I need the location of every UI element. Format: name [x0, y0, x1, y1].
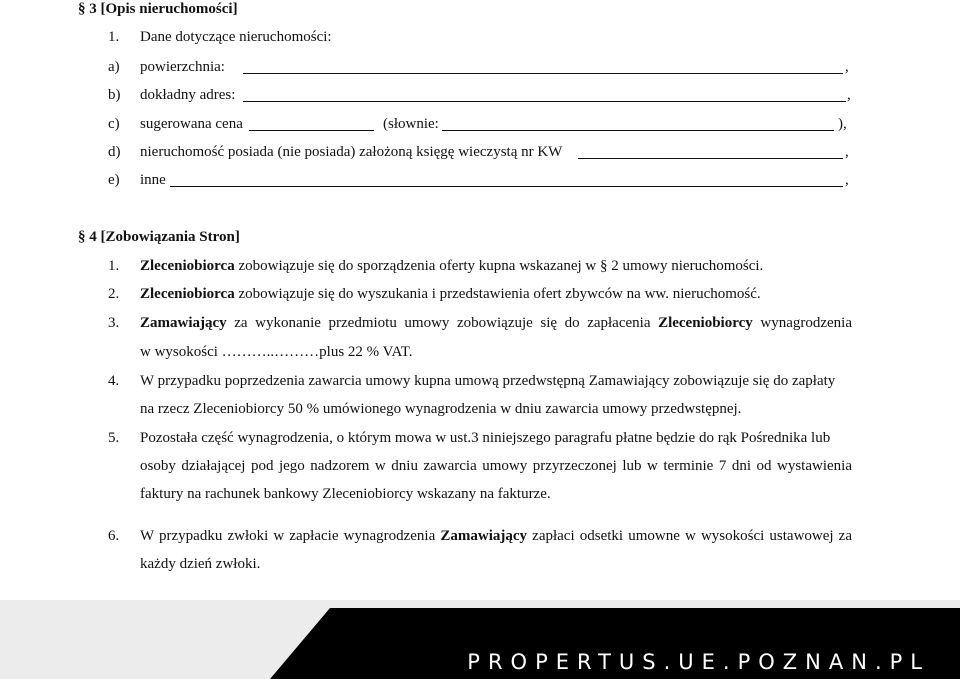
s4-p2-number: 2. [108, 286, 120, 302]
s4-p5-number: 5. [108, 430, 120, 446]
s3-a-comma: , [845, 59, 849, 75]
s3-e-label: e) [108, 172, 120, 188]
s3-c-words-label: (słownie: [383, 116, 439, 132]
footer-banner [0, 600, 960, 679]
s3-c-price-line[interactable] [249, 130, 374, 131]
s3-a-fill-line[interactable] [243, 73, 843, 74]
s4-p3-text: Zamawiający za wykonanie przedmiotu umowy zobowiązuje się do zapłacenia Zleceniobiorcy wynagrodzenia [140, 315, 852, 331]
s4-p5-line2: osoby działającej pod jego nadzorem w dniu zawarcia umowy przyrzeczonej lub w terminie 7 dni od wystawienia [140, 458, 852, 474]
s4-p1-party: Zleceniobiorca [140, 258, 235, 274]
section-3-heading: § 3 [Opis nieruchomości] [78, 1, 238, 17]
s4-p6-number: 6. [108, 528, 120, 544]
s4-p5-line3: faktury na rachunek bankowy Zleceniobiorcy wskazany na fakturze. [140, 486, 551, 502]
s4-p2-party: Zleceniobiorca [140, 286, 235, 302]
s3-item-1-text: Dane dotyczące nieruchomości: [140, 29, 332, 45]
s3-b-comma: , [847, 87, 851, 103]
s4-p2-text: Zleceniobiorca zobowiązuje się do wyszukania i przedstawienia ofert zbywców na ww. nieruchomość. [140, 286, 761, 302]
s3-b-label: b) [108, 87, 121, 103]
s3-b-fill-line[interactable] [243, 101, 846, 102]
s4-p6-line2: każdy dzień zwłoki. [140, 556, 261, 572]
s4-p3-line2: w wysokości ………..………plus 22 % VAT. [140, 344, 413, 360]
s3-item-1-number: 1. [108, 29, 120, 45]
s3-b-text: dokładny adres: [140, 87, 236, 103]
s3-e-fill-line[interactable] [170, 186, 843, 187]
s3-d-comma: , [845, 144, 849, 160]
s4-p4-number: 4. [108, 373, 120, 389]
s3-a-text: powierzchnia: [140, 59, 225, 75]
s3-e-text: inne [140, 172, 166, 188]
s4-p6-line1: W przypadku zwłoki w zapłacie wynagrodzenia Zamawiający zapłaci odsetki umowne w wysokości ustawowej za [140, 528, 853, 544]
section-4-heading: § 4 [Zobowiązania Stron] [78, 229, 240, 245]
s3-c-text: sugerowana cena [140, 116, 243, 132]
s3-c-label: c) [108, 116, 120, 132]
s4-p5-line1: Pozostała część wynagrodzenia, o którym mowa w ust.3 niniejszego paragrafu płatne będzie do rąk Pośrednika lub [140, 430, 831, 446]
s4-p3-number: 3. [108, 315, 120, 331]
footer-brand-url[interactable]: PROPERTUS.UE.POZNAN.PL [467, 650, 930, 674]
s3-d-text: nieruchomość posiada (nie posiada) założoną księgę wieczystą nr KW [140, 144, 563, 160]
s4-p1-number: 1. [108, 258, 120, 274]
s4-p4-line1: W przypadku poprzedzenia zawarcia umowy kupna umową przedwstępną Zamawiający zobowiązuje się do zapłaty [140, 373, 836, 389]
s3-a-label: a) [108, 59, 120, 75]
s3-d-label: d) [108, 144, 121, 160]
s3-c-end: ), [838, 116, 847, 132]
s4-p1-text: Zleceniobiorca zobowiązuje się do sporządzenia oferty kupna wskazanej w § 2 umowy nieruchomości. [140, 258, 764, 274]
s3-d-fill-line[interactable] [578, 158, 843, 159]
s3-e-comma: , [845, 172, 849, 188]
s4-p4-line2: na rzecz Zleceniobiorcy 50 % umówionego wynagrodzenia w dniu zawarcia umowy przedwstępnej. [140, 401, 742, 417]
s3-c-words-line[interactable] [442, 130, 834, 131]
